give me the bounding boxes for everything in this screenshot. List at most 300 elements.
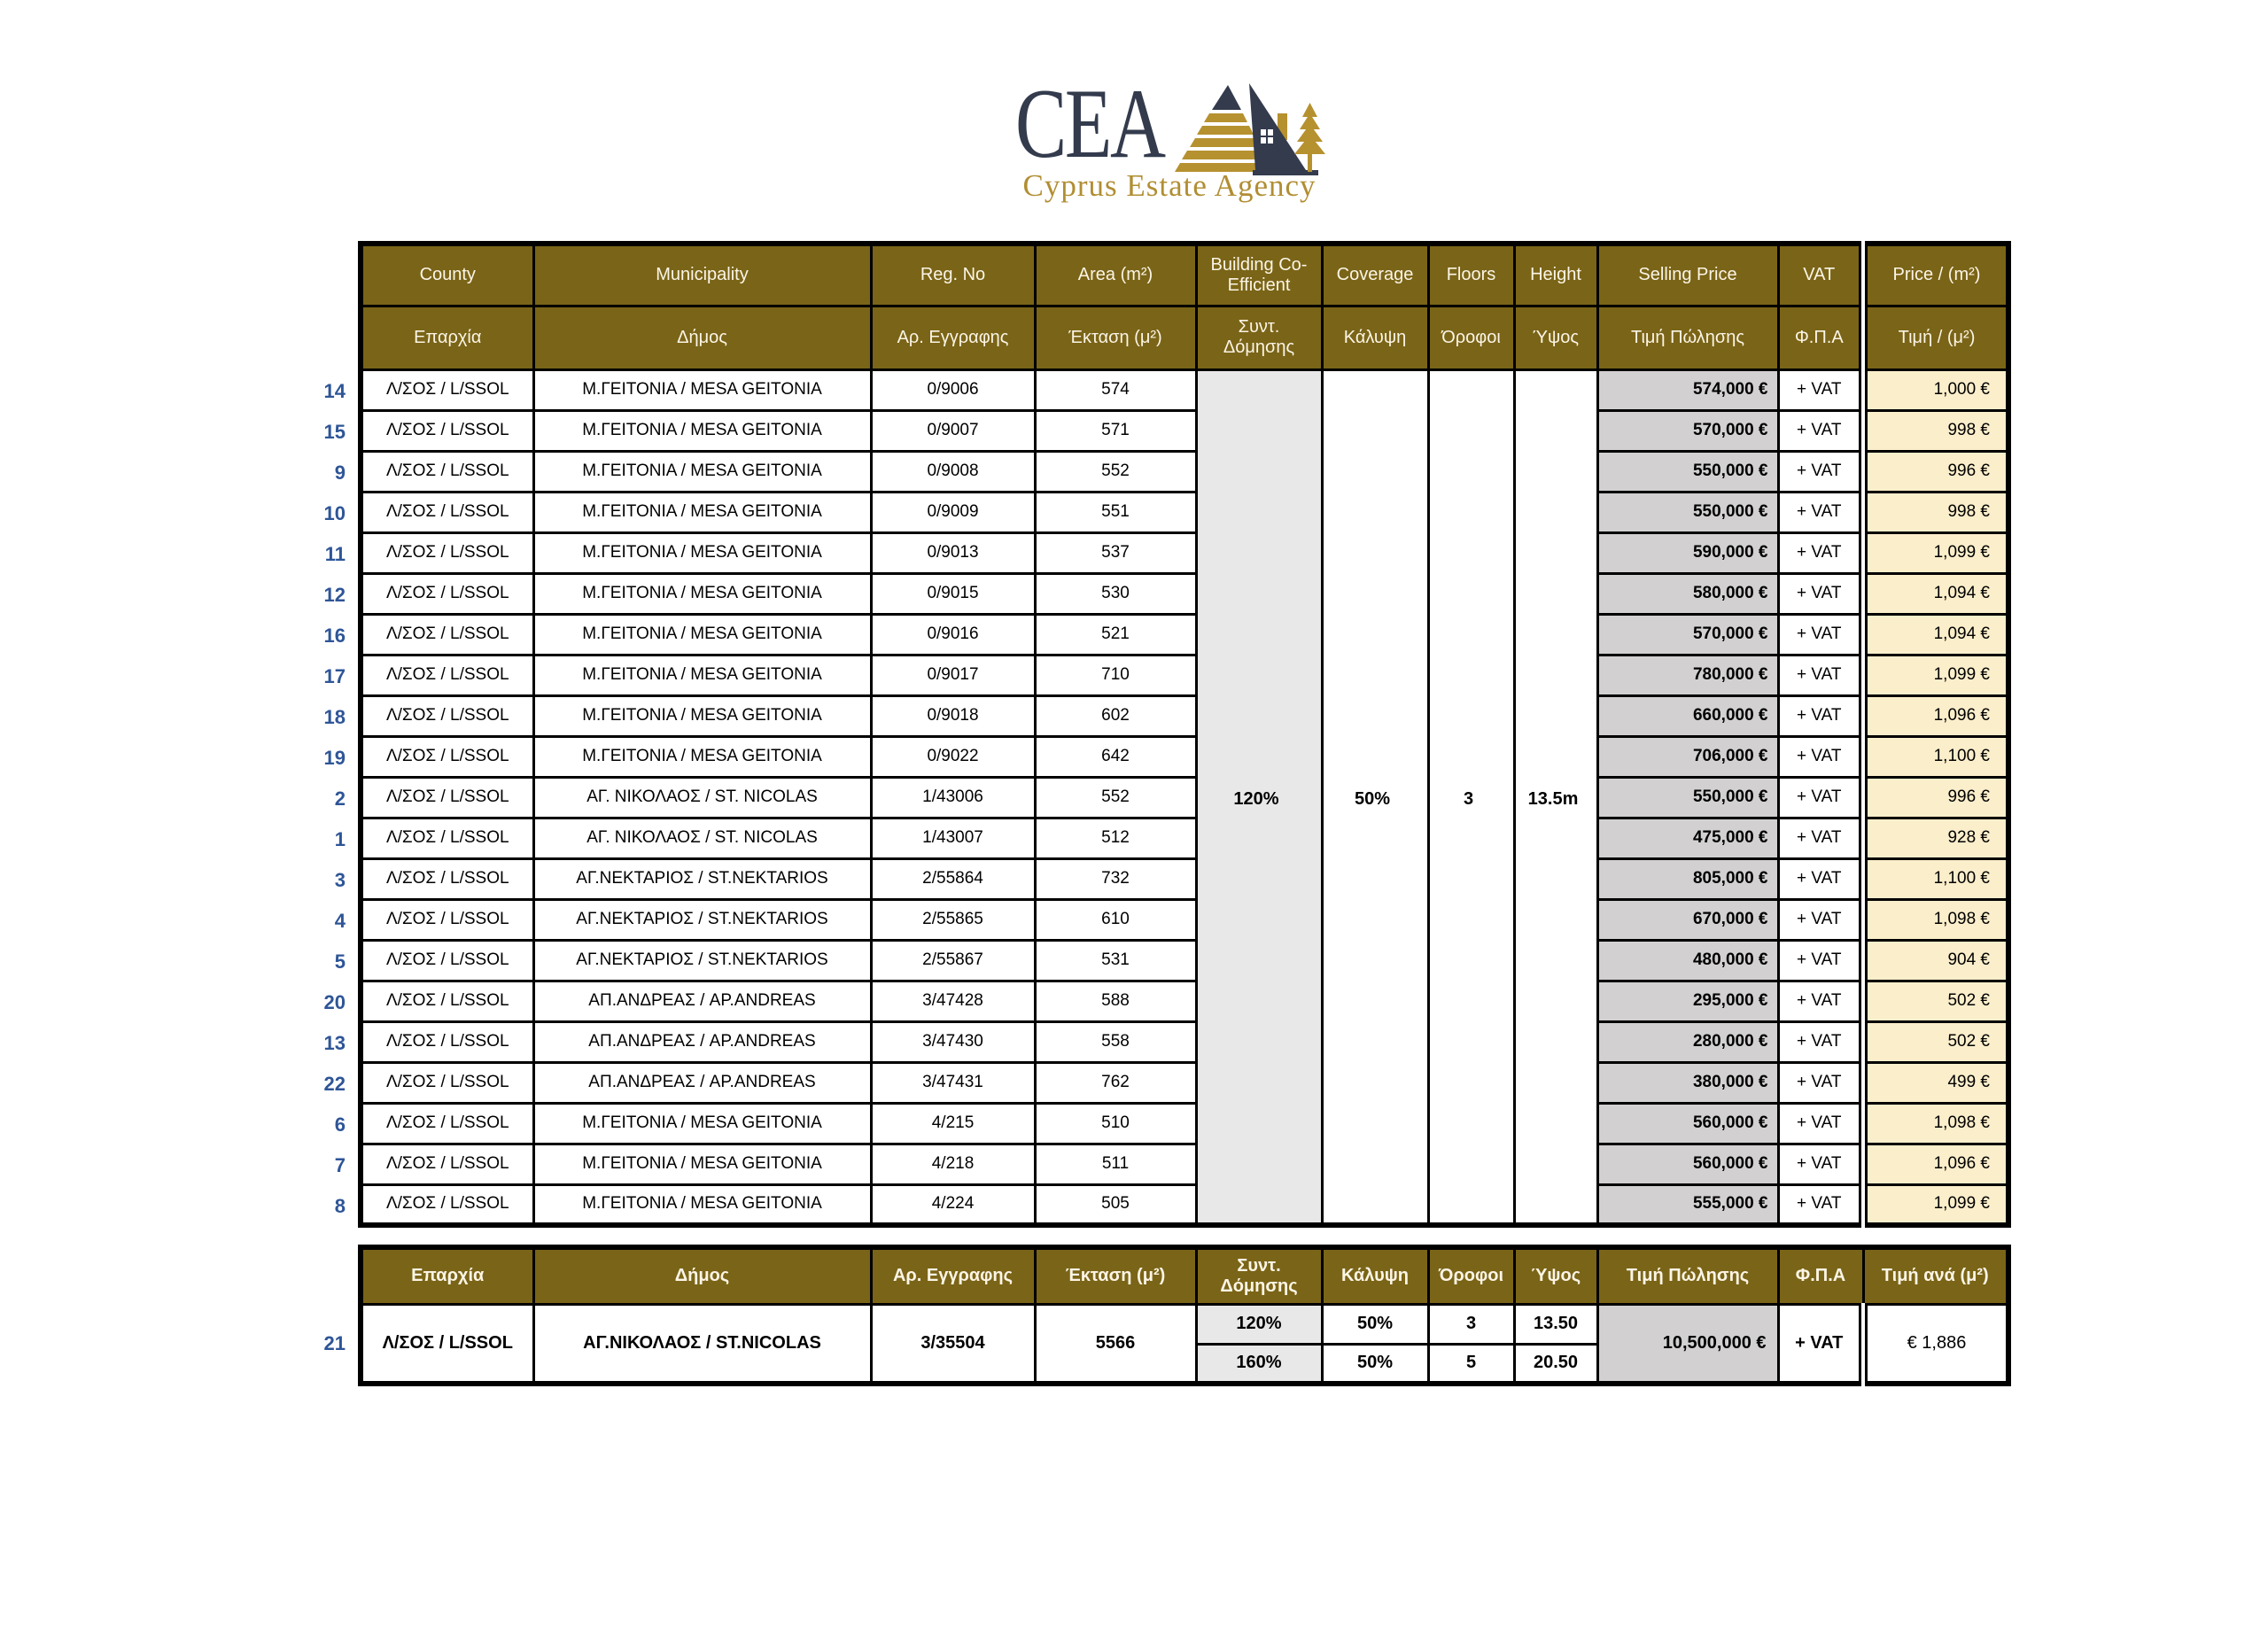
cell-area: 710 bbox=[1035, 655, 1196, 695]
row-number-column bbox=[264, 371, 346, 1227]
cell-height-merged bbox=[1514, 1062, 1597, 1103]
cell-selling-price: 590,000 € bbox=[1597, 532, 1778, 573]
cell-area: 511 bbox=[1035, 1144, 1196, 1184]
table-row bbox=[361, 736, 2008, 777]
cell-building-coeff-merged bbox=[1196, 1184, 1322, 1225]
cell-reg-no: 3/47431 bbox=[871, 1062, 1035, 1103]
cell-county: Λ/ΣΟΣ / L/SSOL bbox=[361, 614, 533, 655]
header-county-gr: Επαρχία bbox=[361, 306, 533, 369]
cell-coverage-merged bbox=[1322, 1144, 1428, 1184]
cell-county: Λ/ΣΟΣ / L/SSOL bbox=[361, 940, 533, 981]
cell-coverage-merged bbox=[1322, 858, 1428, 899]
cell-county: Λ/ΣΟΣ / L/SSOL bbox=[361, 1062, 533, 1103]
cell-area: 537 bbox=[1035, 532, 1196, 573]
row-number: 1 bbox=[334, 828, 346, 850]
cell-county: Λ/ΣΟΣ / L/SSOL bbox=[361, 1184, 533, 1225]
cell-coverage-merged bbox=[1322, 940, 1428, 981]
cell-floors-merged bbox=[1428, 899, 1514, 940]
cell-municipality: Μ.ΓΕΙΤΟΝΙΑ / MESA GEITONIA bbox=[533, 1144, 871, 1184]
cell-floors-merged bbox=[1428, 981, 1514, 1021]
cell-vat: + VAT bbox=[1778, 655, 1863, 695]
cell-floors-merged bbox=[1428, 1103, 1514, 1144]
header-reg-no: Αρ. Εγγραφης bbox=[871, 1247, 1035, 1304]
cell-floors-merged bbox=[1428, 573, 1514, 614]
cell-price-per-m2: 1,098 € bbox=[1863, 1103, 2008, 1144]
cell-height-merged bbox=[1514, 532, 1597, 573]
header-municipality: Δήμος bbox=[533, 1247, 871, 1304]
header-floors-gr: Όροφοι bbox=[1428, 306, 1514, 369]
cell-coverage-merged bbox=[1322, 818, 1428, 858]
cell-price-per-m2: 928 € bbox=[1863, 818, 2008, 858]
cell-vat: + VAT bbox=[1778, 614, 1863, 655]
cell-county: Λ/ΣΟΣ / L/SSOL bbox=[361, 410, 533, 451]
cell-area: 571 bbox=[1035, 410, 1196, 451]
cell-floors-merged bbox=[1428, 736, 1514, 777]
cell-building-coeff-merged bbox=[1196, 492, 1322, 532]
cell-county: Λ/ΣΟΣ / L/SSOL bbox=[361, 451, 533, 492]
cell-coverage-merged bbox=[1322, 1103, 1428, 1144]
cell-municipality: ΑΠ.ΑΝΔΡΕΑΣ / AP.ANDREAS bbox=[533, 981, 871, 1021]
cell-area: 551 bbox=[1035, 492, 1196, 532]
cell-vat: + VAT bbox=[1778, 410, 1863, 451]
cell-price-per-m2: 1,094 € bbox=[1863, 614, 2008, 655]
cell-vat: + VAT bbox=[1778, 532, 1863, 573]
cell-municipality: Μ.ΓΕΙΤΟΝΙΑ / MESA GEITONIA bbox=[533, 532, 871, 573]
row-number: 10 bbox=[323, 502, 346, 524]
table-row bbox=[361, 532, 2008, 573]
cell-price-per-m2: 1,100 € bbox=[1863, 736, 2008, 777]
cell-building-coeff-merged bbox=[1196, 940, 1322, 981]
cell-reg-no: 4/215 bbox=[871, 1103, 1035, 1144]
row-number: 21 bbox=[323, 1332, 346, 1354]
cell-reg-no: 0/9006 bbox=[871, 369, 1035, 410]
cell-height-merged bbox=[1514, 736, 1597, 777]
row-number: 16 bbox=[323, 624, 346, 647]
table-row bbox=[361, 940, 2008, 981]
table-row bbox=[361, 777, 2008, 818]
cell-price-per-m2: 1,099 € bbox=[1863, 532, 2008, 573]
cell-vat: + VAT bbox=[1778, 573, 1863, 614]
cell-selling-price: 580,000 € bbox=[1597, 573, 1778, 614]
listings-table bbox=[358, 241, 2011, 1228]
header-coverage-gr: Κάλυψη bbox=[1322, 306, 1428, 369]
cell-county: Λ/ΣΟΣ / L/SSOL bbox=[361, 532, 533, 573]
table-row bbox=[361, 858, 2008, 899]
cell-municipality: Μ.ΓΕΙΤΟΝΙΑ / MESA GEITONIA bbox=[533, 736, 871, 777]
logo-tagline: Cyprus Estate Agency bbox=[1022, 168, 1317, 203]
cell-coverage-merged bbox=[1322, 899, 1428, 940]
cell-coverage-merged bbox=[1322, 492, 1428, 532]
cell-reg-no: 2/55865 bbox=[871, 899, 1035, 940]
header-height-en: Height bbox=[1514, 244, 1597, 306]
merged-building-coeff-value: 120% bbox=[1233, 789, 1279, 809]
cell-reg-no: 0/9018 bbox=[871, 695, 1035, 736]
header-municipality-en: Municipality bbox=[533, 244, 871, 306]
cell-floors-merged bbox=[1428, 532, 1514, 573]
cell-price-per-m2: 1,094 € bbox=[1863, 573, 2008, 614]
cell-reg-no: 3/47430 bbox=[871, 1021, 1035, 1062]
cell-selling-price: 10,500,000 € bbox=[1597, 1304, 1778, 1384]
cell-selling-price: 380,000 € bbox=[1597, 1062, 1778, 1103]
cell-county: Λ/ΣΟΣ / L/SSOL bbox=[361, 858, 533, 899]
cell-municipality: ΑΓ.ΝΕΚΤΑΡΙΟΣ / ST.NEKTARIOS bbox=[533, 940, 871, 981]
cell-area: 552 bbox=[1035, 777, 1196, 818]
row-number: 7 bbox=[334, 1154, 346, 1176]
cell-area: 521 bbox=[1035, 614, 1196, 655]
row-number: 4 bbox=[334, 910, 346, 932]
cell-county: Λ/ΣΟΣ / L/SSOL bbox=[361, 736, 533, 777]
cell-municipality: Μ.ΓΕΙΤΟΝΙΑ / MESA GEITONIA bbox=[533, 1103, 871, 1144]
cell-vat: + VAT bbox=[1778, 1184, 1863, 1225]
cell-height-merged bbox=[1514, 1103, 1597, 1144]
cell-county: Λ/ΣΟΣ / L/SSOL bbox=[361, 1304, 533, 1384]
row-number: 15 bbox=[323, 421, 346, 443]
cell-height: 13.50 bbox=[1514, 1304, 1597, 1344]
table-row bbox=[361, 1144, 2008, 1184]
cell-coverage: 50% bbox=[1322, 1344, 1428, 1384]
cell-building-coeff-merged bbox=[1196, 981, 1322, 1021]
cell-reg-no: 1/43006 bbox=[871, 777, 1035, 818]
cell-vat: + VAT bbox=[1778, 858, 1863, 899]
header-floors-en: Floors bbox=[1428, 244, 1514, 306]
cell-building-coeff-merged bbox=[1196, 369, 1322, 410]
cell-reg-no: 0/9008 bbox=[871, 451, 1035, 492]
cell-municipality: Μ.ΓΕΙΤΟΝΙΑ / MESA GEITONIA bbox=[533, 410, 871, 451]
cell-reg-no: 0/9015 bbox=[871, 573, 1035, 614]
header-vat: Φ.Π.Α bbox=[1778, 1247, 1863, 1304]
cell-reg-no: 4/218 bbox=[871, 1144, 1035, 1184]
cell-floors-merged bbox=[1428, 369, 1514, 410]
cell-reg-no: 0/9016 bbox=[871, 614, 1035, 655]
cell-floors: 3 bbox=[1428, 1304, 1514, 1344]
cell-price-per-m2: 1,099 € bbox=[1863, 1184, 2008, 1225]
cell-price-per-m2: 502 € bbox=[1863, 981, 2008, 1021]
cell-height-merged bbox=[1514, 410, 1597, 451]
cell-building-coeff-merged bbox=[1196, 858, 1322, 899]
cell-floors-merged bbox=[1428, 1021, 1514, 1062]
cell-municipality: ΑΠ.ΑΝΔΡΕΑΣ / AP.ANDREAS bbox=[533, 1062, 871, 1103]
cell-height-merged bbox=[1514, 818, 1597, 858]
cell-height-merged bbox=[1514, 981, 1597, 1021]
cell-selling-price: 574,000 € bbox=[1597, 369, 1778, 410]
cell-coverage-merged bbox=[1322, 981, 1428, 1021]
row-number: 8 bbox=[334, 1195, 346, 1217]
cell-selling-price: 660,000 € bbox=[1597, 695, 1778, 736]
cell-coverage-merged bbox=[1322, 369, 1428, 410]
row-number: 2 bbox=[334, 787, 346, 810]
header-municipality-gr: Δήμος bbox=[533, 306, 871, 369]
cell-municipality: Μ.ΓΕΙΤΟΝΙΑ / MESA GEITONIA bbox=[533, 369, 871, 410]
header-vat-en: VAT bbox=[1778, 244, 1863, 306]
cell-height-merged bbox=[1514, 614, 1597, 655]
table-row bbox=[361, 655, 2008, 695]
cell-reg-no: 0/9009 bbox=[871, 492, 1035, 532]
cell-municipality: Μ.ΓΕΙΤΟΝΙΑ / MESA GEITONIA bbox=[533, 573, 871, 614]
cell-selling-price: 805,000 € bbox=[1597, 858, 1778, 899]
cell-area: 762 bbox=[1035, 1062, 1196, 1103]
cell-selling-price: 295,000 € bbox=[1597, 981, 1778, 1021]
cell-building-coeff-merged bbox=[1196, 1144, 1322, 1184]
cell-selling-price: 780,000 € bbox=[1597, 655, 1778, 695]
cell-vat: + VAT bbox=[1778, 777, 1863, 818]
cell-price-per-m2: 998 € bbox=[1863, 492, 2008, 532]
cell-county: Λ/ΣΟΣ / L/SSOL bbox=[361, 1144, 533, 1184]
row-number: 22 bbox=[323, 1073, 346, 1095]
cell-reg-no: 4/224 bbox=[871, 1184, 1035, 1225]
table-row bbox=[361, 369, 2008, 410]
header-area-en: Area (m²) bbox=[1035, 244, 1196, 306]
cell-floors-merged bbox=[1428, 451, 1514, 492]
cell-county: Λ/ΣΟΣ / L/SSOL bbox=[361, 573, 533, 614]
cell-floors-merged bbox=[1428, 1062, 1514, 1103]
cell-building-coeff-merged bbox=[1196, 451, 1322, 492]
table-row bbox=[361, 695, 2008, 736]
cell-vat: + VAT bbox=[1778, 1103, 1863, 1144]
cell-building-coeff-merged bbox=[1196, 1062, 1322, 1103]
header-height-gr: Ύψος bbox=[1514, 306, 1597, 369]
cell-reg-no: 0/9007 bbox=[871, 410, 1035, 451]
cell-floors-merged bbox=[1428, 614, 1514, 655]
cell-area: 512 bbox=[1035, 818, 1196, 858]
merged-floors-value: 3 bbox=[1463, 789, 1474, 809]
cell-coverage-merged bbox=[1322, 614, 1428, 655]
cell-floors-merged bbox=[1428, 410, 1514, 451]
cell-price-per-m2: 1,096 € bbox=[1863, 1144, 2008, 1184]
cell-building-coeff-merged bbox=[1196, 818, 1322, 858]
listing-21-table bbox=[358, 1245, 2011, 1386]
cell-floors: 5 bbox=[1428, 1344, 1514, 1384]
cell-vat: + VAT bbox=[1778, 981, 1863, 1021]
cell-municipality: Μ.ΓΕΙΤΟΝΙΑ / MESA GEITONIA bbox=[533, 695, 871, 736]
header-building-coeff-gr: Συντ. Δόμησης bbox=[1196, 306, 1322, 369]
cell-selling-price: 560,000 € bbox=[1597, 1144, 1778, 1184]
header-county: Επαρχία bbox=[361, 1247, 533, 1304]
cell-building-coeff: 160% bbox=[1196, 1344, 1322, 1384]
cell-price-per-m2: 1,100 € bbox=[1863, 858, 2008, 899]
header-vat-gr: Φ.Π.Α bbox=[1778, 306, 1863, 369]
cell-coverage-merged bbox=[1322, 1062, 1428, 1103]
cell-county: Λ/ΣΟΣ / L/SSOL bbox=[361, 369, 533, 410]
header-building-coeff: Συντ. Δόμησης bbox=[1196, 1247, 1322, 1304]
header-height: Ύψος bbox=[1514, 1247, 1597, 1304]
cell-price-per-m2: 499 € bbox=[1863, 1062, 2008, 1103]
cell-height: 20.50 bbox=[1514, 1344, 1597, 1384]
cell-selling-price: 570,000 € bbox=[1597, 410, 1778, 451]
cell-height-merged bbox=[1514, 369, 1597, 410]
cell-floors-merged bbox=[1428, 695, 1514, 736]
cell-coverage-merged bbox=[1322, 573, 1428, 614]
cell-county: Λ/ΣΟΣ / L/SSOL bbox=[361, 777, 533, 818]
cell-selling-price: 550,000 € bbox=[1597, 777, 1778, 818]
cell-municipality: Μ.ΓΕΙΤΟΝΙΑ / MESA GEITONIA bbox=[533, 451, 871, 492]
header-county-en: County bbox=[361, 244, 533, 306]
table-row bbox=[361, 614, 2008, 655]
cell-floors-merged bbox=[1428, 655, 1514, 695]
cell-price-per-m2: 996 € bbox=[1863, 777, 2008, 818]
cell-municipality: ΑΓ.ΝΕΚΤΑΡΙΟΣ / ST.NEKTARIOS bbox=[533, 858, 871, 899]
cell-county: Λ/ΣΟΣ / L/SSOL bbox=[361, 492, 533, 532]
cell-selling-price: 560,000 € bbox=[1597, 1103, 1778, 1144]
cell-vat: + VAT bbox=[1778, 451, 1863, 492]
cell-coverage-merged bbox=[1322, 1184, 1428, 1225]
row-number: 17 bbox=[323, 665, 346, 687]
cell-floors-merged bbox=[1428, 858, 1514, 899]
table-row bbox=[361, 1184, 2008, 1225]
cell-selling-price: 706,000 € bbox=[1597, 736, 1778, 777]
merged-coverage-value: 50% bbox=[1354, 789, 1391, 809]
cell-height-merged bbox=[1514, 1144, 1597, 1184]
cell-floors-merged bbox=[1428, 492, 1514, 532]
cell-municipality: Μ.ΓΕΙΤΟΝΙΑ / MESA GEITONIA bbox=[533, 614, 871, 655]
header-reg-no-en: Reg. No bbox=[871, 244, 1035, 306]
cell-building-coeff-merged bbox=[1196, 410, 1322, 451]
cell-reg-no: 3/35504 bbox=[871, 1304, 1035, 1384]
cell-county: Λ/ΣΟΣ / L/SSOL bbox=[361, 818, 533, 858]
cell-building-coeff-merged bbox=[1196, 655, 1322, 695]
header-price-per-m2-en: Price / (m²) bbox=[1863, 244, 2008, 306]
header-area-gr: Έκταση (μ²) bbox=[1035, 306, 1196, 369]
cell-building-coeff-merged bbox=[1196, 695, 1322, 736]
cell-selling-price: 480,000 € bbox=[1597, 940, 1778, 981]
header-area: Έκταση (μ²) bbox=[1035, 1247, 1196, 1304]
row-number: 12 bbox=[323, 584, 346, 606]
cell-vat: + VAT bbox=[1778, 736, 1863, 777]
merged-height-value: 13.5m bbox=[1527, 789, 1579, 809]
cell-coverage-merged bbox=[1322, 655, 1428, 695]
cell-county: Λ/ΣΟΣ / L/SSOL bbox=[361, 655, 533, 695]
cell-area: 552 bbox=[1035, 451, 1196, 492]
cell-selling-price: 550,000 € bbox=[1597, 451, 1778, 492]
cell-area: 610 bbox=[1035, 899, 1196, 940]
row-number: 13 bbox=[323, 1032, 346, 1054]
cell-price-per-m2: 998 € bbox=[1863, 410, 2008, 451]
table-row bbox=[361, 899, 2008, 940]
header-selling-price: Τιμή Πώλησης bbox=[1597, 1247, 1778, 1304]
cell-height-merged bbox=[1514, 492, 1597, 532]
cell-vat: + VAT bbox=[1778, 1021, 1863, 1062]
table-row bbox=[361, 1062, 2008, 1103]
cell-floors-merged bbox=[1428, 940, 1514, 981]
cell-price-per-m2: 1,099 € bbox=[1863, 655, 2008, 695]
cell-building-coeff: 120% bbox=[1196, 1304, 1322, 1344]
cell-price-per-m2: 502 € bbox=[1863, 1021, 2008, 1062]
cell-height-merged bbox=[1514, 451, 1597, 492]
cell-floors-merged bbox=[1428, 1144, 1514, 1184]
header-price-per-m2-gr: Τιμή / (μ²) bbox=[1863, 306, 2008, 369]
cell-building-coeff-merged bbox=[1196, 1021, 1322, 1062]
cell-area: 505 bbox=[1035, 1184, 1196, 1225]
cell-height-merged bbox=[1514, 573, 1597, 614]
header-floors: Όροφοι bbox=[1428, 1247, 1514, 1304]
cell-vat: + VAT bbox=[1778, 899, 1863, 940]
cell-area: 588 bbox=[1035, 981, 1196, 1021]
cell-reg-no: 0/9022 bbox=[871, 736, 1035, 777]
row-number: 18 bbox=[323, 706, 346, 728]
cell-municipality: Μ.ΓΕΙΤΟΝΙΑ / MESA GEITONIA bbox=[533, 1184, 871, 1225]
cell-municipality: Μ.ΓΕΙΤΟΝΙΑ / MESA GEITONIA bbox=[533, 655, 871, 695]
row-number: 19 bbox=[323, 747, 346, 769]
cell-area: 558 bbox=[1035, 1021, 1196, 1062]
table-row bbox=[361, 451, 2008, 492]
header-row-greek bbox=[361, 306, 2008, 369]
cell-height-merged bbox=[1514, 940, 1597, 981]
cell-price-per-m2: 996 € bbox=[1863, 451, 2008, 492]
row-number: 11 bbox=[324, 543, 346, 565]
cell-vat: + VAT bbox=[1778, 818, 1863, 858]
cell-building-coeff-merged bbox=[1196, 532, 1322, 573]
header-row-greek bbox=[361, 1247, 2008, 1304]
cell-height-merged bbox=[1514, 695, 1597, 736]
row-number: 5 bbox=[334, 950, 346, 973]
cell-municipality: ΑΓ.ΝΙΚΟΛΑΟΣ / ST.NICOLAS bbox=[533, 1304, 871, 1384]
header-reg-no-gr: Αρ. Εγγραφης bbox=[871, 306, 1035, 369]
cell-selling-price: 670,000 € bbox=[1597, 899, 1778, 940]
table-row bbox=[361, 410, 2008, 451]
cell-selling-price: 280,000 € bbox=[1597, 1021, 1778, 1062]
cell-vat: + VAT bbox=[1778, 940, 1863, 981]
cell-coverage-merged bbox=[1322, 451, 1428, 492]
cell-height-merged bbox=[1514, 1021, 1597, 1062]
row-number: 20 bbox=[323, 991, 346, 1013]
cell-vat: + VAT bbox=[1778, 695, 1863, 736]
cell-floors-merged bbox=[1428, 818, 1514, 858]
header-row-english bbox=[361, 244, 2008, 306]
cell-municipality: ΑΓ.ΝΕΚΤΑΡΙΟΣ / ST.NEKTARIOS bbox=[533, 899, 871, 940]
cell-county: Λ/ΣΟΣ / L/SSOL bbox=[361, 1021, 533, 1062]
cell-area: 531 bbox=[1035, 940, 1196, 981]
row-number: 14 bbox=[323, 380, 346, 402]
cell-coverage-merged bbox=[1322, 736, 1428, 777]
cell-vat: + VAT bbox=[1778, 369, 1863, 410]
logo-pyramid-house-tree-icon bbox=[1169, 83, 1331, 181]
cell-municipality: ΑΠ.ΑΝΔΡΕΑΣ / AP.ANDREAS bbox=[533, 1021, 871, 1062]
cell-area: 732 bbox=[1035, 858, 1196, 899]
cell-reg-no: 3/47428 bbox=[871, 981, 1035, 1021]
cell-selling-price: 475,000 € bbox=[1597, 818, 1778, 858]
cell-municipality: ΑΓ. ΝΙΚΟΛΑΟΣ / ST. NICOLAS bbox=[533, 818, 871, 858]
logo-acronym: CEA bbox=[1015, 69, 1164, 179]
cell-building-coeff-merged bbox=[1196, 573, 1322, 614]
table-row bbox=[361, 818, 2008, 858]
cell-coverage-merged bbox=[1322, 1021, 1428, 1062]
table-row bbox=[361, 492, 2008, 532]
cell-coverage-merged bbox=[1322, 532, 1428, 573]
cell-vat: + VAT bbox=[1778, 1062, 1863, 1103]
cell-vat: + VAT bbox=[1778, 1144, 1863, 1184]
cell-area: 574 bbox=[1035, 369, 1196, 410]
cell-county: Λ/ΣΟΣ / L/SSOL bbox=[361, 981, 533, 1021]
cell-height-merged bbox=[1514, 655, 1597, 695]
header-building-coeff-en: Building Co-Efficient bbox=[1196, 244, 1322, 306]
cell-reg-no: 1/43007 bbox=[871, 818, 1035, 858]
table-row bbox=[361, 1021, 2008, 1062]
cell-selling-price: 570,000 € bbox=[1597, 614, 1778, 655]
cell-county: Λ/ΣΟΣ / L/SSOL bbox=[361, 695, 533, 736]
cell-county: Λ/ΣΟΣ / L/SSOL bbox=[361, 899, 533, 940]
cell-building-coeff-merged bbox=[1196, 899, 1322, 940]
cell-area: 642 bbox=[1035, 736, 1196, 777]
cell-reg-no: 0/9017 bbox=[871, 655, 1035, 695]
cell-county: Λ/ΣΟΣ / L/SSOL bbox=[361, 1103, 533, 1144]
cell-building-coeff-merged bbox=[1196, 736, 1322, 777]
cell-price-per-m2: 1,096 € bbox=[1863, 695, 2008, 736]
row-number: 6 bbox=[334, 1113, 346, 1136]
cell-municipality: Μ.ΓΕΙΤΟΝΙΑ / MESA GEITONIA bbox=[533, 492, 871, 532]
cell-price-per-m2: 1,098 € bbox=[1863, 899, 2008, 940]
cell-reg-no: 2/55864 bbox=[871, 858, 1035, 899]
cell-coverage-merged bbox=[1322, 695, 1428, 736]
table-row bbox=[361, 1103, 2008, 1144]
